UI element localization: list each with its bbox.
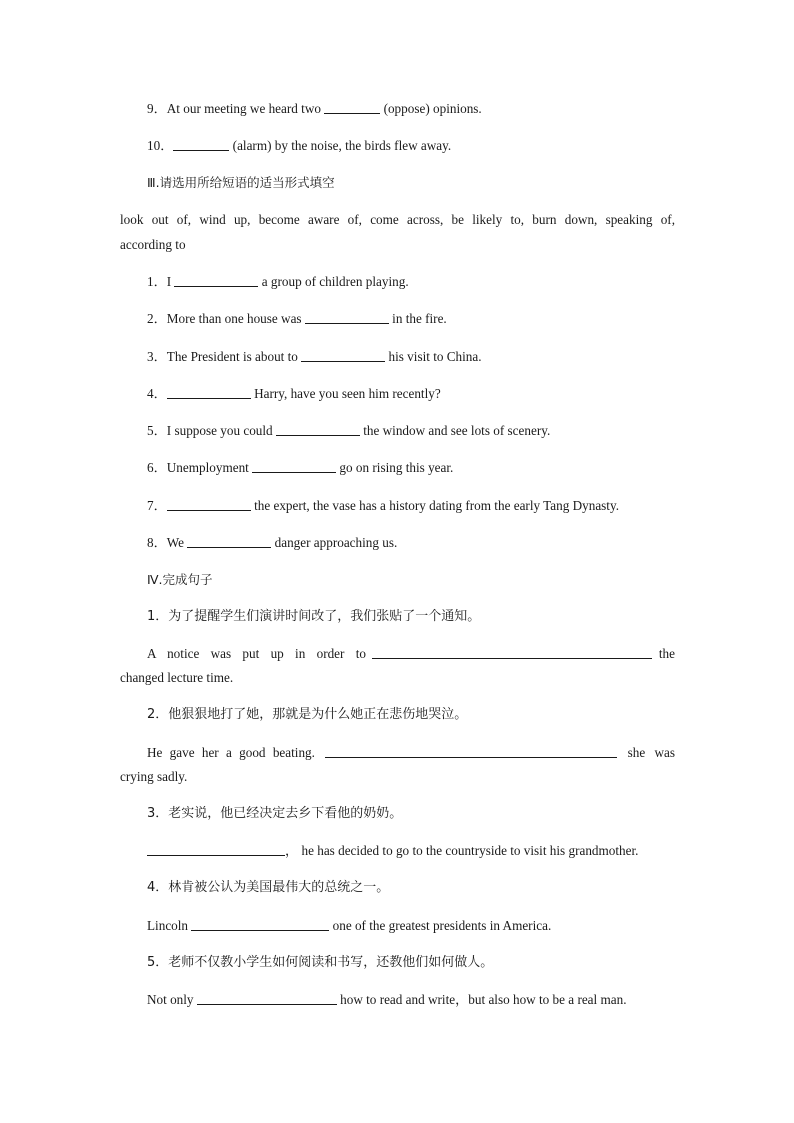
- blank-s3-3[interactable]: [301, 349, 385, 362]
- phrase-bank-line-1: look out of, wind up, become aware of, come across, be likely to, burn down, speaking of,: [120, 212, 675, 227]
- s4-q2-english-cont: crying sadly.: [120, 769, 188, 784]
- s4-q2-chinese: 2．他狠狠地打了她，那就是为什么她正在悲伤地哭泣。: [147, 707, 468, 722]
- s4-q4-english: Lincoln one of the greatest presidents in America.: [147, 918, 552, 933]
- blank-q9[interactable]: [324, 101, 380, 114]
- blank-s4-3[interactable]: [147, 843, 285, 856]
- s4-q1-english-cont: changed lecture time.: [120, 670, 234, 685]
- blank-s3-5[interactable]: [276, 423, 360, 436]
- s4-q3-chinese: 3．老实说，他已经决定去乡下看他的奶奶。: [147, 806, 403, 821]
- s4-q3-english: ， he has decided to go to the countryside to visit his grandmother.: [147, 843, 638, 859]
- blank-s4-1[interactable]: [372, 646, 652, 659]
- question-10: 10． (alarm) by the noise, the birds flew away.: [147, 138, 452, 153]
- section-3-item-6: 6．Unemployment go on rising this year.: [147, 460, 454, 475]
- section-3-item-3: 3．The President is about to his visit to China.: [147, 349, 482, 364]
- blank-s3-6[interactable]: [252, 460, 336, 473]
- phrase-bank-line-2: according to: [120, 237, 186, 252]
- blank-s3-8[interactable]: [187, 535, 271, 548]
- section-3-item-5: 5．I suppose you could the window and see lots of scenery.: [147, 423, 551, 438]
- blank-s4-2[interactable]: [325, 745, 617, 758]
- blank-s4-4[interactable]: [191, 918, 329, 931]
- section-3-item-2: 2．More than one house was in the fire.: [147, 311, 447, 326]
- blank-s4-5[interactable]: [197, 992, 337, 1005]
- section-3-item-8: 8．We danger approaching us.: [147, 535, 398, 550]
- s4-q5-chinese: 5．老师不仅教小学生如何阅读和书写，还教他们如何做人。: [147, 955, 494, 970]
- blank-s3-1[interactable]: [174, 274, 258, 287]
- section-3-item-1: 1．I a group of children playing.: [147, 274, 409, 289]
- s4-q2-english: He gave her a good beating. she was: [147, 745, 675, 760]
- blank-s3-2[interactable]: [305, 311, 389, 324]
- s4-q1-chinese: 1．为了提醒学生们演讲时间改了，我们张贴了一个通知。: [147, 609, 481, 624]
- blank-s3-4[interactable]: [167, 386, 251, 399]
- section-3-heading: Ⅲ.请选用所给短语的适当形式填空: [147, 175, 335, 190]
- blank-q10[interactable]: [173, 138, 229, 151]
- section-3-item-7: 7． the expert, the vase has a history dating from the early Tang Dynasty.: [147, 498, 619, 513]
- blank-s3-7[interactable]: [167, 498, 251, 511]
- s4-q1-english: A notice was put up in order to the: [147, 646, 675, 661]
- s4-q4-chinese: 4．林肯被公认为美国最伟大的总统之一。: [147, 880, 390, 895]
- section-3-item-4: 4． Harry, have you seen him recently?: [147, 386, 441, 401]
- question-9: 9．At our meeting we heard two (oppose) opinions.: [147, 101, 482, 116]
- section-4-heading: Ⅳ.完成句子: [147, 572, 213, 587]
- s4-q5-english: Not only how to read and write，but also how to be a real man.: [147, 992, 627, 1007]
